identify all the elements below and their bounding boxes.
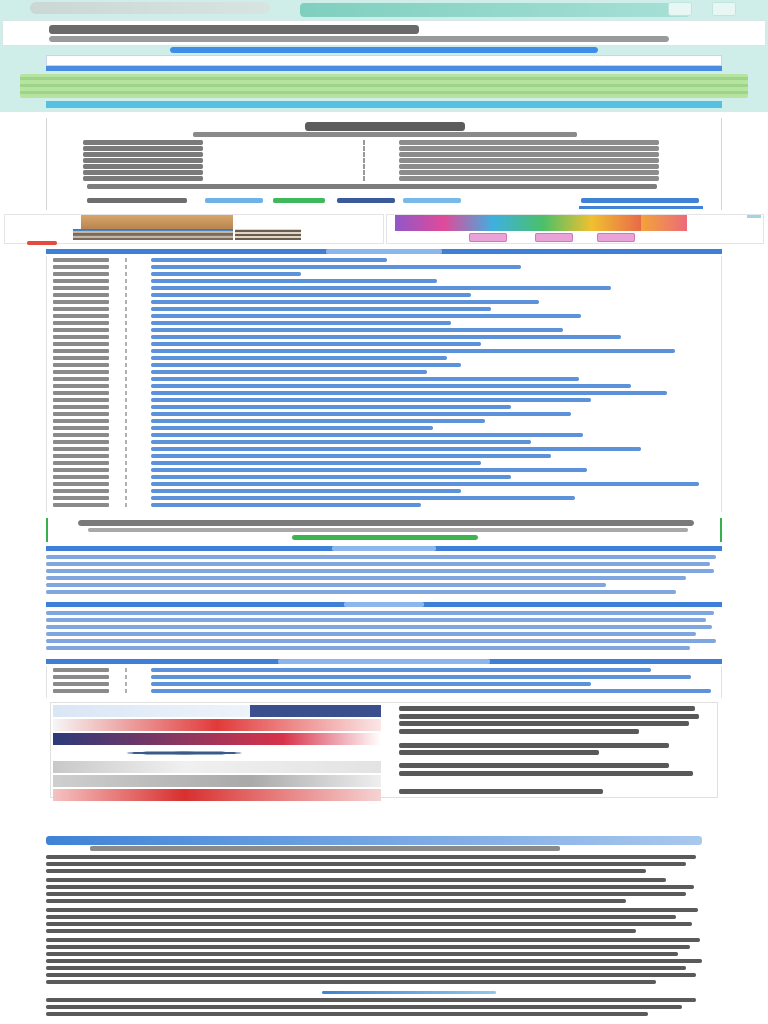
list-separator xyxy=(125,307,127,311)
list-link[interactable] xyxy=(151,405,511,409)
list-link[interactable] xyxy=(151,496,575,500)
list-code xyxy=(53,307,109,311)
list-separator xyxy=(125,384,127,388)
promo-badge xyxy=(27,241,57,245)
list-separator xyxy=(125,675,127,679)
spec-row xyxy=(83,170,683,175)
list-separator xyxy=(125,370,127,374)
list-link[interactable] xyxy=(151,258,387,262)
paragraph-link[interactable] xyxy=(46,555,716,559)
list-item xyxy=(47,265,723,269)
article-line xyxy=(46,862,686,866)
list-link[interactable] xyxy=(151,293,471,297)
list-separator xyxy=(125,335,127,339)
list-code xyxy=(53,349,109,353)
list-code xyxy=(53,272,109,276)
spec-value xyxy=(399,152,659,157)
section-header xyxy=(46,249,722,254)
article-line xyxy=(46,1005,682,1009)
paragraph-link[interactable] xyxy=(46,639,716,643)
article-line xyxy=(46,885,694,889)
product-promo-covers[interactable] xyxy=(386,214,764,244)
spec-key xyxy=(83,170,203,175)
result-thumbnail[interactable] xyxy=(53,719,381,731)
list-link[interactable] xyxy=(151,419,485,423)
green-banner-line xyxy=(20,91,748,94)
chat-icon[interactable] xyxy=(668,2,692,16)
spec-row xyxy=(83,158,683,163)
cover-tag[interactable] xyxy=(597,233,635,242)
blue-divider xyxy=(46,66,722,71)
article-line xyxy=(46,899,626,903)
list-link[interactable] xyxy=(151,328,563,332)
list-separator xyxy=(125,454,127,458)
list-item xyxy=(47,475,723,479)
list-link[interactable] xyxy=(151,682,591,686)
book-stack-image xyxy=(73,229,233,240)
spec-key xyxy=(83,152,203,157)
spec-key xyxy=(83,176,203,181)
list-separator xyxy=(125,503,127,507)
book-stack-image xyxy=(235,229,301,240)
list-item xyxy=(47,482,723,486)
list-item xyxy=(47,668,723,672)
list-link[interactable] xyxy=(151,475,511,479)
list-code xyxy=(53,426,109,430)
link-list xyxy=(46,256,722,512)
list-item xyxy=(47,503,723,507)
spec-separator xyxy=(363,140,365,145)
spec-row xyxy=(83,152,683,157)
spec-separator xyxy=(363,176,365,181)
list-item xyxy=(47,349,723,353)
list-code xyxy=(53,335,109,339)
list-item xyxy=(47,342,723,346)
section-title xyxy=(278,659,490,664)
list-item xyxy=(47,426,723,430)
list-code xyxy=(53,405,109,409)
list-item xyxy=(47,468,723,472)
list-separator xyxy=(125,405,127,409)
list-link[interactable] xyxy=(151,279,437,283)
list-separator xyxy=(125,349,127,353)
promo-button[interactable] xyxy=(292,535,478,540)
promo-title xyxy=(78,520,694,526)
list-separator xyxy=(125,496,127,500)
article-line xyxy=(46,973,696,977)
list-item xyxy=(47,363,723,367)
card-bottom-bar xyxy=(579,206,703,209)
list-code xyxy=(53,314,109,318)
list-code xyxy=(53,433,109,437)
list-code xyxy=(53,440,109,444)
article-divider xyxy=(322,991,496,994)
list-separator xyxy=(125,258,127,262)
link-paragraph xyxy=(46,609,722,657)
list-item xyxy=(47,398,723,402)
article-title[interactable] xyxy=(46,836,702,845)
paragraph-link[interactable] xyxy=(46,590,676,594)
list-item xyxy=(47,356,723,360)
list-item xyxy=(47,314,723,318)
list-link[interactable] xyxy=(151,265,521,269)
list-item xyxy=(47,447,723,451)
list-separator xyxy=(125,377,127,381)
green-banner[interactable] xyxy=(20,74,748,98)
result-text[interactable] xyxy=(399,771,693,776)
promo-indicator xyxy=(747,215,761,218)
list-link[interactable] xyxy=(151,482,699,486)
section-header xyxy=(46,659,722,664)
result-thumbnail[interactable] xyxy=(53,705,381,717)
list-separator xyxy=(125,482,127,486)
list-code xyxy=(53,279,109,283)
link-paragraph xyxy=(46,553,722,597)
list-separator xyxy=(125,468,127,472)
list-separator xyxy=(125,314,127,318)
list-separator xyxy=(125,391,127,395)
spec-separator xyxy=(363,152,365,157)
article-line xyxy=(46,952,678,956)
list-code xyxy=(53,454,109,458)
list-code xyxy=(53,482,109,486)
list-link[interactable] xyxy=(151,342,481,346)
result-text[interactable] xyxy=(399,750,599,755)
list-separator xyxy=(125,461,127,465)
product-promo-books[interactable] xyxy=(4,214,384,244)
list-link[interactable] xyxy=(151,363,461,367)
list-code xyxy=(53,265,109,269)
section-title xyxy=(344,602,424,607)
list-link[interactable] xyxy=(151,668,651,672)
list-item xyxy=(47,675,723,679)
article-line xyxy=(46,938,700,942)
list-code xyxy=(53,675,109,679)
spec-value xyxy=(399,176,659,181)
list-link[interactable] xyxy=(151,426,433,430)
paragraph-link[interactable] xyxy=(46,569,714,573)
list-separator xyxy=(125,265,127,269)
list-item xyxy=(47,461,723,465)
result-text[interactable] xyxy=(399,729,639,734)
list-separator xyxy=(125,440,127,444)
list-separator xyxy=(125,328,127,332)
spec-separator xyxy=(363,164,365,169)
article-line xyxy=(46,945,690,949)
info-card xyxy=(46,118,722,210)
list-code xyxy=(53,447,109,451)
list-separator xyxy=(125,293,127,297)
list-separator xyxy=(125,342,127,346)
list-separator xyxy=(125,279,127,283)
article-line xyxy=(46,929,636,933)
list-separator xyxy=(125,419,127,423)
download-button[interactable] xyxy=(581,198,699,203)
list-item xyxy=(47,307,723,311)
list-item xyxy=(47,391,723,395)
list-code xyxy=(53,391,109,395)
paragraph-link[interactable] xyxy=(46,611,714,615)
result-text[interactable] xyxy=(399,763,669,768)
list-item xyxy=(47,496,723,500)
result-text[interactable] xyxy=(399,714,699,719)
list-separator xyxy=(125,689,127,693)
link-list xyxy=(46,666,722,698)
spec-value xyxy=(399,140,659,145)
list-code xyxy=(53,342,109,346)
spec-row xyxy=(83,146,683,151)
list-separator xyxy=(125,682,127,686)
paragraph-link[interactable] xyxy=(46,618,706,622)
article-line xyxy=(46,915,676,919)
promo-frame xyxy=(46,518,722,542)
list-link[interactable] xyxy=(151,314,581,318)
promo-subtitle xyxy=(88,528,688,532)
list-item xyxy=(47,258,723,262)
site-logo[interactable] xyxy=(30,2,270,14)
list-item xyxy=(47,279,723,283)
share-button-twitter[interactable] xyxy=(205,198,263,203)
result-text[interactable] xyxy=(399,721,689,726)
article-line xyxy=(46,869,646,873)
spec-key xyxy=(83,146,203,151)
site-header xyxy=(0,0,768,20)
list-code xyxy=(53,419,109,423)
cover-collage-image xyxy=(395,215,641,231)
list-link[interactable] xyxy=(151,272,301,276)
list-link[interactable] xyxy=(151,384,631,388)
paragraph-link[interactable] xyxy=(46,583,606,587)
paragraph-link[interactable] xyxy=(46,576,686,580)
list-code xyxy=(53,300,109,304)
spec-key xyxy=(83,164,203,169)
list-item xyxy=(47,272,723,276)
list-link[interactable] xyxy=(151,321,451,325)
list-code xyxy=(53,321,109,325)
share-row xyxy=(87,198,707,204)
spec-key xyxy=(83,140,203,145)
list-code xyxy=(53,503,109,507)
list-link[interactable] xyxy=(151,370,427,374)
result-thumbnail[interactable] xyxy=(53,747,381,759)
list-item xyxy=(47,454,723,458)
cover-tag[interactable] xyxy=(469,233,507,242)
spec-row xyxy=(83,164,683,169)
search-bar xyxy=(46,55,722,66)
list-separator xyxy=(125,300,127,304)
share-button-telegram[interactable] xyxy=(403,198,461,203)
list-link[interactable] xyxy=(151,377,579,381)
list-link[interactable] xyxy=(151,398,591,402)
green-banner-line xyxy=(20,77,748,80)
spec-row xyxy=(83,176,683,181)
article-line xyxy=(46,855,696,859)
share-button-facebook[interactable] xyxy=(337,198,395,203)
paragraph-link[interactable] xyxy=(46,632,696,636)
article-subtitle xyxy=(90,846,560,851)
section-title xyxy=(332,546,436,551)
list-link[interactable] xyxy=(151,391,667,395)
list-item xyxy=(47,433,723,437)
list-link[interactable] xyxy=(151,461,481,465)
article-line xyxy=(46,922,692,926)
list-link[interactable] xyxy=(151,307,491,311)
menu-icon[interactable] xyxy=(712,2,736,16)
list-link[interactable] xyxy=(151,489,461,493)
list-link[interactable] xyxy=(151,440,531,444)
list-code xyxy=(53,468,109,472)
list-code xyxy=(53,377,109,381)
list-link[interactable] xyxy=(151,349,675,353)
article-line xyxy=(46,892,686,896)
list-separator xyxy=(125,286,127,290)
list-link[interactable] xyxy=(151,335,621,339)
list-code xyxy=(53,682,109,686)
cover-collage-image xyxy=(641,215,687,231)
list-item xyxy=(47,300,723,304)
list-item xyxy=(47,328,723,332)
list-separator xyxy=(125,447,127,451)
article-body xyxy=(46,836,722,1024)
results-grid xyxy=(50,702,718,798)
card-title xyxy=(305,122,465,131)
list-link[interactable] xyxy=(151,454,551,458)
book-image xyxy=(81,215,233,229)
list-link[interactable] xyxy=(151,356,447,360)
list-code xyxy=(53,286,109,290)
list-link[interactable] xyxy=(151,468,587,472)
spec-value xyxy=(399,158,659,163)
list-separator xyxy=(125,475,127,479)
list-code xyxy=(53,384,109,388)
cover-tag[interactable] xyxy=(535,233,573,242)
list-link[interactable] xyxy=(151,675,691,679)
result-thumbnail[interactable] xyxy=(53,761,381,773)
list-code xyxy=(53,461,109,465)
list-item xyxy=(47,293,723,297)
result-text[interactable] xyxy=(399,706,695,711)
article-line xyxy=(46,959,702,963)
list-code xyxy=(53,293,109,297)
list-item xyxy=(47,370,723,374)
article-line xyxy=(46,878,666,882)
list-code xyxy=(53,370,109,374)
list-code xyxy=(53,668,109,672)
search-input[interactable] xyxy=(47,56,721,65)
list-link[interactable] xyxy=(151,433,583,437)
list-code xyxy=(53,328,109,332)
spec-separator xyxy=(363,158,365,163)
list-item xyxy=(47,689,723,693)
list-separator xyxy=(125,489,127,493)
list-separator xyxy=(125,426,127,430)
list-separator xyxy=(125,272,127,276)
list-item xyxy=(47,405,723,409)
spec-row xyxy=(83,140,683,145)
list-link[interactable] xyxy=(151,300,539,304)
list-link[interactable] xyxy=(151,689,711,693)
list-item xyxy=(47,321,723,325)
list-code xyxy=(53,489,109,493)
article-line xyxy=(46,998,696,1002)
cyan-banner[interactable] xyxy=(46,101,722,108)
list-separator xyxy=(125,398,127,402)
section-header xyxy=(46,602,722,607)
result-text[interactable] xyxy=(399,743,669,748)
list-item xyxy=(47,412,723,416)
share-label xyxy=(87,198,187,203)
card-note xyxy=(87,184,657,189)
card-subtitle xyxy=(193,132,577,137)
green-banner-line xyxy=(20,84,748,87)
primary-nav-button[interactable] xyxy=(170,47,598,53)
list-item xyxy=(47,440,723,444)
paragraph-link[interactable] xyxy=(46,562,710,566)
list-separator xyxy=(125,433,127,437)
list-code xyxy=(53,689,109,693)
list-link[interactable] xyxy=(151,503,421,507)
article-line xyxy=(46,908,698,912)
list-item xyxy=(47,419,723,423)
list-item xyxy=(47,682,723,686)
list-item xyxy=(47,489,723,493)
article-line xyxy=(46,966,686,970)
list-code xyxy=(53,496,109,500)
share-button-whatsapp[interactable] xyxy=(273,198,325,203)
site-title[interactable] xyxy=(300,3,690,17)
result-text[interactable] xyxy=(399,789,603,794)
list-link[interactable] xyxy=(151,447,641,451)
spec-value xyxy=(399,164,659,169)
paragraph-link[interactable] xyxy=(46,646,690,650)
list-code xyxy=(53,258,109,262)
list-separator xyxy=(125,363,127,367)
paragraph-link[interactable] xyxy=(46,625,712,629)
list-code xyxy=(53,398,109,402)
spec-separator xyxy=(363,170,365,175)
list-link[interactable] xyxy=(151,286,611,290)
list-separator xyxy=(125,356,127,360)
article-line xyxy=(46,1012,648,1016)
list-item xyxy=(47,286,723,290)
list-item xyxy=(47,377,723,381)
list-separator xyxy=(125,321,127,325)
list-separator xyxy=(125,668,127,672)
list-link[interactable] xyxy=(151,412,571,416)
article-line xyxy=(46,980,656,984)
result-thumbnail[interactable] xyxy=(53,775,381,787)
spec-key xyxy=(83,158,203,163)
spec-value xyxy=(399,170,659,175)
list-code xyxy=(53,363,109,367)
page-title xyxy=(49,25,419,34)
page-subtitle xyxy=(49,36,669,42)
list-item xyxy=(47,384,723,388)
result-thumbnail[interactable] xyxy=(53,789,381,801)
list-code xyxy=(53,356,109,360)
list-item xyxy=(47,335,723,339)
list-code xyxy=(53,475,109,479)
headline-box xyxy=(2,20,766,46)
section-title xyxy=(326,249,442,254)
spec-separator xyxy=(363,146,365,151)
section-header xyxy=(46,546,722,551)
result-thumbnail[interactable] xyxy=(53,733,381,745)
list-code xyxy=(53,412,109,416)
list-separator xyxy=(125,412,127,416)
spec-value xyxy=(399,146,659,151)
